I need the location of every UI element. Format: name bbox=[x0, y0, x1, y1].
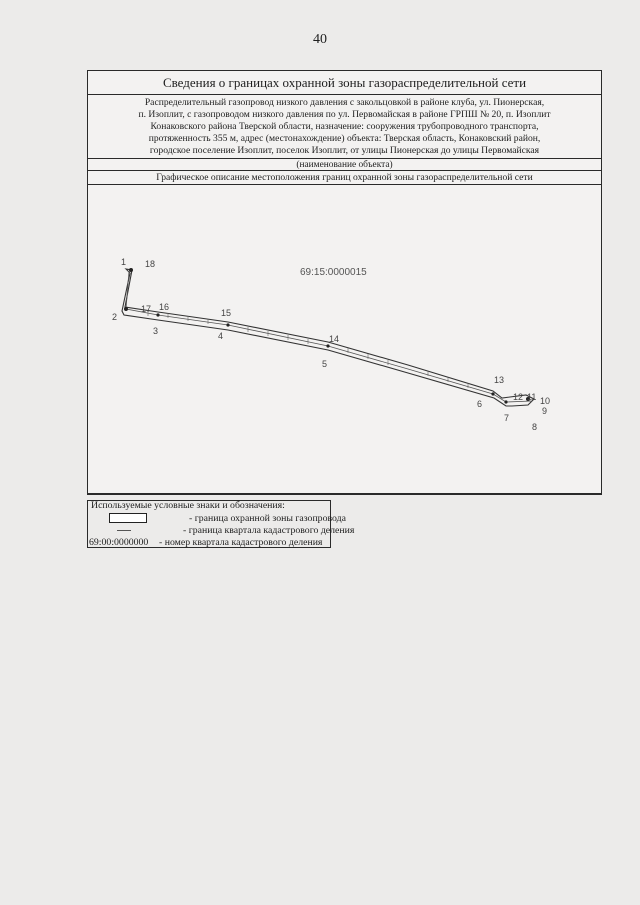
protection-zone-form bbox=[87, 70, 602, 495]
point-label: 1 bbox=[121, 257, 127, 267]
point-label: 3 bbox=[153, 326, 159, 336]
point-marker bbox=[504, 400, 507, 403]
quarter-number-label: - номер квартала кадастрового деления bbox=[159, 537, 323, 548]
point-marker bbox=[156, 313, 159, 316]
object-description-line: Конаковского района Тверской области, назначение: сооружения трубопроводного транспорта, bbox=[150, 121, 539, 133]
object-description-line: городское поселение Изоплит, поселок Изоплит, от улицы Пионерская до улицы Первомайская bbox=[149, 145, 540, 157]
point-label: 2 bbox=[112, 312, 118, 322]
graphic-description-title: Графическое описание местоположения границ охранной зоны газораспределительной сети bbox=[88, 171, 601, 185]
point-label: 17 bbox=[141, 304, 152, 314]
point-label: 13 bbox=[494, 375, 505, 385]
point-label: 9 bbox=[542, 406, 548, 416]
point-marker bbox=[491, 392, 494, 395]
legend-row-code bbox=[87, 537, 602, 549]
point-marker bbox=[124, 307, 128, 311]
quarter-border-symbol bbox=[117, 530, 131, 531]
point-label: 18 bbox=[145, 259, 156, 269]
point-label: 5 bbox=[322, 359, 328, 369]
object-description-line: протяженность 355 м, адрес (местонахождение) объекта: Тверская область, Конаковский район, bbox=[148, 133, 541, 145]
point-marker bbox=[129, 268, 133, 272]
point-label: 4 bbox=[218, 331, 224, 341]
object-description bbox=[88, 95, 601, 159]
cadastral-quarter-number: 69:15:0000015 bbox=[300, 267, 367, 278]
zone-plan-drawing bbox=[88, 185, 601, 493]
protection-zone-outline bbox=[122, 269, 537, 406]
point-label: 15 bbox=[221, 308, 232, 318]
quarter-border-label: - граница квартала кадастрового деления bbox=[183, 525, 355, 536]
object-caption: (наименование объекта) bbox=[88, 159, 601, 171]
point-label: 8 bbox=[532, 422, 538, 432]
point-label: 6 bbox=[477, 399, 483, 409]
zone-border-label: - граница охранной зоны газопровода bbox=[189, 513, 346, 524]
object-description-line: п. Изоплит, с газопроводом низкого давления по ул. Первомайская в районе ГРПШ № 20, п. Изоплит bbox=[138, 109, 551, 121]
zone-plan bbox=[88, 185, 601, 494]
point-marker bbox=[226, 323, 229, 326]
point-label: 10 bbox=[540, 396, 551, 406]
point-label: 7 bbox=[504, 413, 510, 423]
legend-title: Используемые условные знаки и обозначения: bbox=[91, 500, 285, 511]
form-title: Сведения о границах охранной зоны газораспределительной сети bbox=[88, 71, 601, 95]
point-marker bbox=[326, 344, 329, 347]
point-label: 11 bbox=[527, 392, 537, 402]
quarter-code-sample: 69:00:0000000 bbox=[89, 537, 149, 548]
point-label: 14 bbox=[329, 334, 340, 344]
point-label: 16 bbox=[159, 302, 170, 312]
legend-row-zone bbox=[87, 513, 602, 525]
point-label: 12 bbox=[513, 392, 524, 402]
zone-border-symbol bbox=[109, 513, 147, 523]
legend-row-quarter bbox=[87, 525, 602, 537]
legend bbox=[87, 500, 602, 549]
page-number: 40 bbox=[313, 32, 327, 47]
object-description-line: Распределительный газопровод низкого давления с закольцовкой в районе клуба, ул. Пионерская, bbox=[144, 97, 545, 108]
